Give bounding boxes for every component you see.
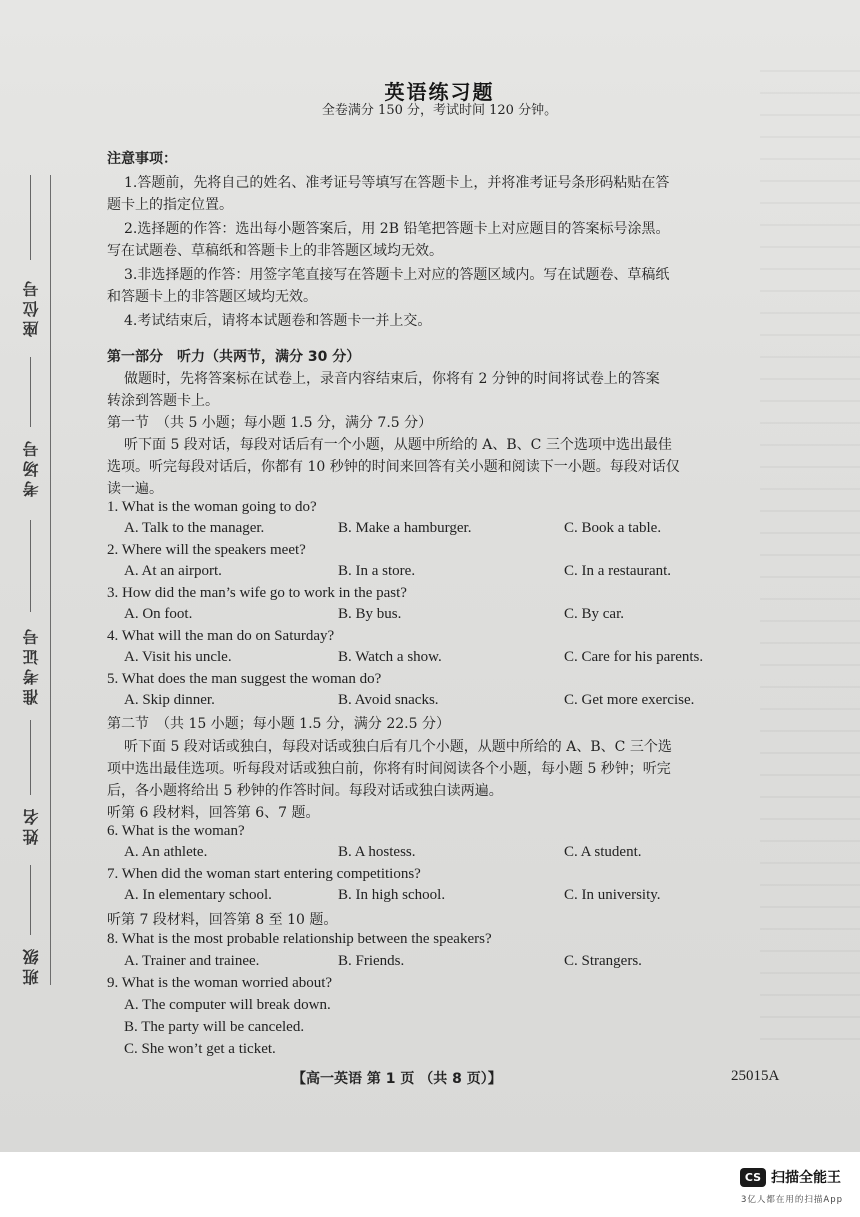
option-b: B. By bus. xyxy=(338,606,402,622)
option-c: C. She won’t get a ticket. xyxy=(124,1041,276,1057)
note-line: 4.考试结束后，请将本试题卷和答题卡一并上交。 xyxy=(124,313,432,329)
option-c: C. A student. xyxy=(564,844,642,860)
note-line: 3.非选择题的作答：用签字笔直接写在答题卡上对应的答题区域内。写在试题卷、草稿纸 xyxy=(124,267,670,283)
option-a: A. Skip dinner. xyxy=(124,692,215,708)
option-c: C. Strangers. xyxy=(564,953,642,969)
question-stem: 7. When did the woman start entering competitions? xyxy=(107,866,421,882)
option-a: A. Visit his uncle. xyxy=(124,649,232,665)
scanner-brand-name: 扫描全能王 xyxy=(771,1170,841,1186)
note-line: 2.选择题的作答：选出每小题答案后，用 2B 铅笔把答题卡上对应题目的答案标号涂黑。 xyxy=(124,221,670,237)
option-b: B. Make a hamburger. xyxy=(338,520,472,536)
scanner-tagline: 3亿人都在用的扫描App xyxy=(741,1195,844,1205)
question-stem: 9. What is the woman worried about? xyxy=(107,975,333,991)
section1-instructions: 听下面 5 段对话，每段对话后有一个小题，从题中所给的 A、B、C 三个选项中选出最佳 xyxy=(124,437,672,453)
option-c: C. Book a table. xyxy=(564,520,662,536)
camscanner-logo-icon: CS xyxy=(740,1168,766,1187)
bleed-through-text xyxy=(760,70,860,1050)
option-c: C. In a restaurant. xyxy=(564,563,672,579)
ticket-rule xyxy=(30,520,31,612)
option-b: B. The party will be canceled. xyxy=(124,1019,305,1035)
ticket-label: 准考证号 xyxy=(22,625,41,705)
question-stem: 4. What will the man do on Saturday? xyxy=(107,628,335,644)
option-b: B. In a store. xyxy=(338,563,416,579)
exam-title: 英语练习题 xyxy=(384,80,495,104)
part1-intro: 转涂到答题卡上。 xyxy=(107,393,219,409)
section1-instructions: 读一遍。 xyxy=(107,481,163,497)
option-a: A. An athlete. xyxy=(124,844,208,860)
section1-instructions: 选项。听完每段对话后，你都有 10 秒钟的时间来回答有关小题和阅读下一小题。每段对话仅 xyxy=(107,459,680,475)
option-c: C. By car. xyxy=(564,606,624,622)
part1-intro: 做题时，先将答案标在试卷上，录音内容结束后，你将有 2 分钟的时间将试卷上的答案 xyxy=(124,371,660,387)
option-a: A. Talk to the manager. xyxy=(124,520,265,536)
student-info-sidebar xyxy=(6,175,56,985)
option-a: A. Trainer and trainee. xyxy=(124,953,260,969)
material-6-instruction: 听第 6 段材料，回答第 6、7 题。 xyxy=(107,805,320,821)
option-b: B. Friends. xyxy=(338,953,405,969)
part1-heading: 第一部分 听力（共两节，满分 30 分） xyxy=(107,349,361,365)
note-line: 题卡上的指定位置。 xyxy=(107,197,233,213)
question-stem: 2. Where will the speakers meet? xyxy=(107,542,306,558)
section1-heading: 第一节 （共 5 小题；每小题 1.5 分，满分 7.5 分） xyxy=(107,415,433,431)
question-stem: 8. What is the most probable relationship between the speakers? xyxy=(107,931,492,947)
notes-heading: 注意事项： xyxy=(107,151,177,167)
scanner-watermark xyxy=(740,1167,841,1187)
section2-instructions: 项中选出最佳选项。听每段对话或独白前，你将有时间阅读各个小题，每小题 5 秒钟；听完 xyxy=(107,761,671,777)
option-a: A. At an airport. xyxy=(124,563,222,579)
option-c: C. In university. xyxy=(564,887,661,903)
option-c: C. Get more exercise. xyxy=(564,692,695,708)
note-line: 和答题卡上的非答题区域均无效。 xyxy=(107,289,317,305)
exam-subtitle: 全卷满分 150 分，考试时间 120 分钟。 xyxy=(321,103,558,118)
option-c: C. Care for his parents. xyxy=(564,649,704,665)
class-rule xyxy=(30,865,31,935)
option-a: A. In elementary school. xyxy=(124,887,272,903)
room-label: 考场号 xyxy=(22,437,41,497)
option-b: B. Watch a show. xyxy=(338,649,442,665)
material-7-instruction: 听第 7 段材料，回答第 8 至 10 题。 xyxy=(107,912,338,928)
note-line: 写在试题卷、草稿纸和答题卡上的非答题区域均无效。 xyxy=(107,243,443,259)
sidebar-border xyxy=(50,175,51,985)
question-stem: 1. What is the woman going to do? xyxy=(107,499,317,515)
note-line: 1.答题前，先将自己的姓名、准考证号等填写在答题卡上，并将准考证号条形码粘贴在答 xyxy=(124,175,670,191)
name-rule xyxy=(30,720,31,795)
option-b: B. Avoid snacks. xyxy=(338,692,439,708)
option-b: B. In high school. xyxy=(338,887,446,903)
class-label: 班级 xyxy=(22,945,41,985)
page-footer: 【高一英语 第 1 页 （共 8 页）】 xyxy=(292,1071,502,1087)
section2-instructions: 后，各小题将给出 5 秒钟的作答时间。每段对话或独白读两遍。 xyxy=(107,783,503,799)
question-stem: 5. What does the man suggest the woman do? xyxy=(107,671,382,687)
section2-heading: 第二节 （共 15 小题；每小题 1.5 分，满分 22.5 分） xyxy=(107,716,450,732)
seat-rule xyxy=(30,175,31,260)
paper-code: 25015A xyxy=(731,1068,780,1084)
option-a: A. The computer will break down. xyxy=(124,997,331,1013)
option-a: A. On foot. xyxy=(124,606,193,622)
option-b: B. A hostess. xyxy=(338,844,416,860)
question-stem: 3. How did the man’s wife go to work in the past? xyxy=(107,585,407,601)
name-label: 姓名 xyxy=(22,805,41,845)
seat-label: 座位号 xyxy=(22,277,41,337)
section2-instructions: 听下面 5 段对话或独白，每段对话或独白后有几个小题，从题中所给的 A、B、C 三个选 xyxy=(124,739,672,755)
room-rule xyxy=(30,357,31,427)
question-stem: 6. What is the woman? xyxy=(107,823,245,839)
